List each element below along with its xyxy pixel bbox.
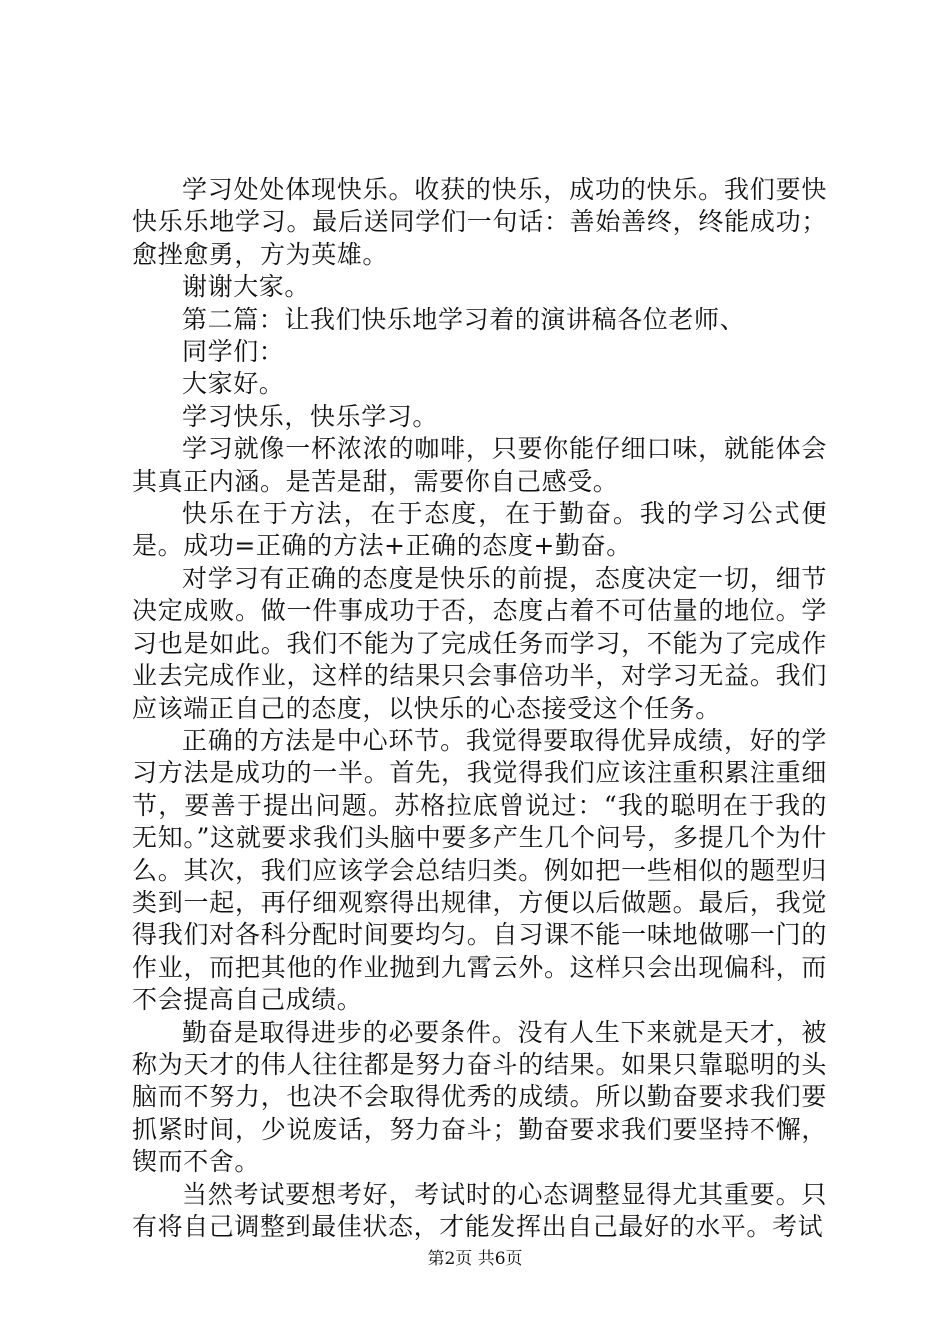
paragraph-10: 正确的方法是中心环节。我觉得要取得优异成绩，好的学习方法是成功的一半。首先，我觉得我们应该注重积累注重细节，要善于提出问题。苏格拉底曾说过：“我的聪明在于我的无知。”这就要求我们头脑中要多产生几个问号，多提几个为什么。其次，我们应该学会总结归类。例如把一些相似的题型归类到一起，再仔细观察得出规律，方便以后做题。最后，我觉得我们对各科分配时间要均匀。自习课不能一味地做哪一门的作业，而把其他的作业抛到九霄云外。这样只会出现偏科，而不会提高自己成绩。 <box>132 725 827 1015</box>
paragraph-9: 对学习有正确的态度是快乐的前提，态度决定一切，细节决定成败。做一件事成功于否，态度占着不可估量的地位。学习也是如此。我们不能为了完成任务而学习，不能为了完成作业去完成作业，这样的结果只会事倍功半，对学习无益。我们应该端正自己的态度，以快乐的心态接受这个任务。 <box>132 563 827 723</box>
paragraph-4: 同学们： <box>182 337 285 367</box>
paragraph-11: 勤奋是取得进步的必要条件。没有人生下来就是天才，被称为天才的伟人往往都是努力奋斗的结果。如果只靠聪明的头脑而不努力，也决不会取得优秀的成绩。所以勤奋要求我们要抓紧时间，少说废话，努力奋斗；勤奋要求我们要坚持不懈，锲而不舍。 <box>132 1017 827 1177</box>
paragraph-3: 第二篇：让我们快乐地学习着的演讲稿各位老师、 <box>182 304 746 334</box>
paragraph-7: 学习就像一杯浓浓的咖啡，只要你能仔细口味，就能体会其真正内涵。是苦是甜，需要你自己感受。 <box>132 434 827 496</box>
paragraph-2: 谢谢大家。 <box>182 272 311 302</box>
paragraph-5: 大家好。 <box>182 369 285 399</box>
paragraph-8: 快乐在于方法，在于态度，在于勤奋。我的学习公式便是。成功=正确的方法+正确的态度+勤奋。 <box>132 499 827 561</box>
page-number-footer: 第2页 共6页 <box>427 1249 523 1269</box>
paragraph-1: 学习处处体现快乐。收获的快乐，成功的快乐。我们要快快乐乐地学习。最后送同学们一句话：善始善终，终能成功；愈挫愈勇，方为英雄。 <box>132 175 827 269</box>
paragraph-6: 学习快乐，快乐学习。 <box>182 401 439 431</box>
document-body <box>132 174 827 1243</box>
paragraph-12: 当然考试要想考好，考试时的心态调整显得尤其重要。只有将自己调整到最佳状态，才能发挥出自己最好的水平。考试 <box>132 1179 827 1241</box>
